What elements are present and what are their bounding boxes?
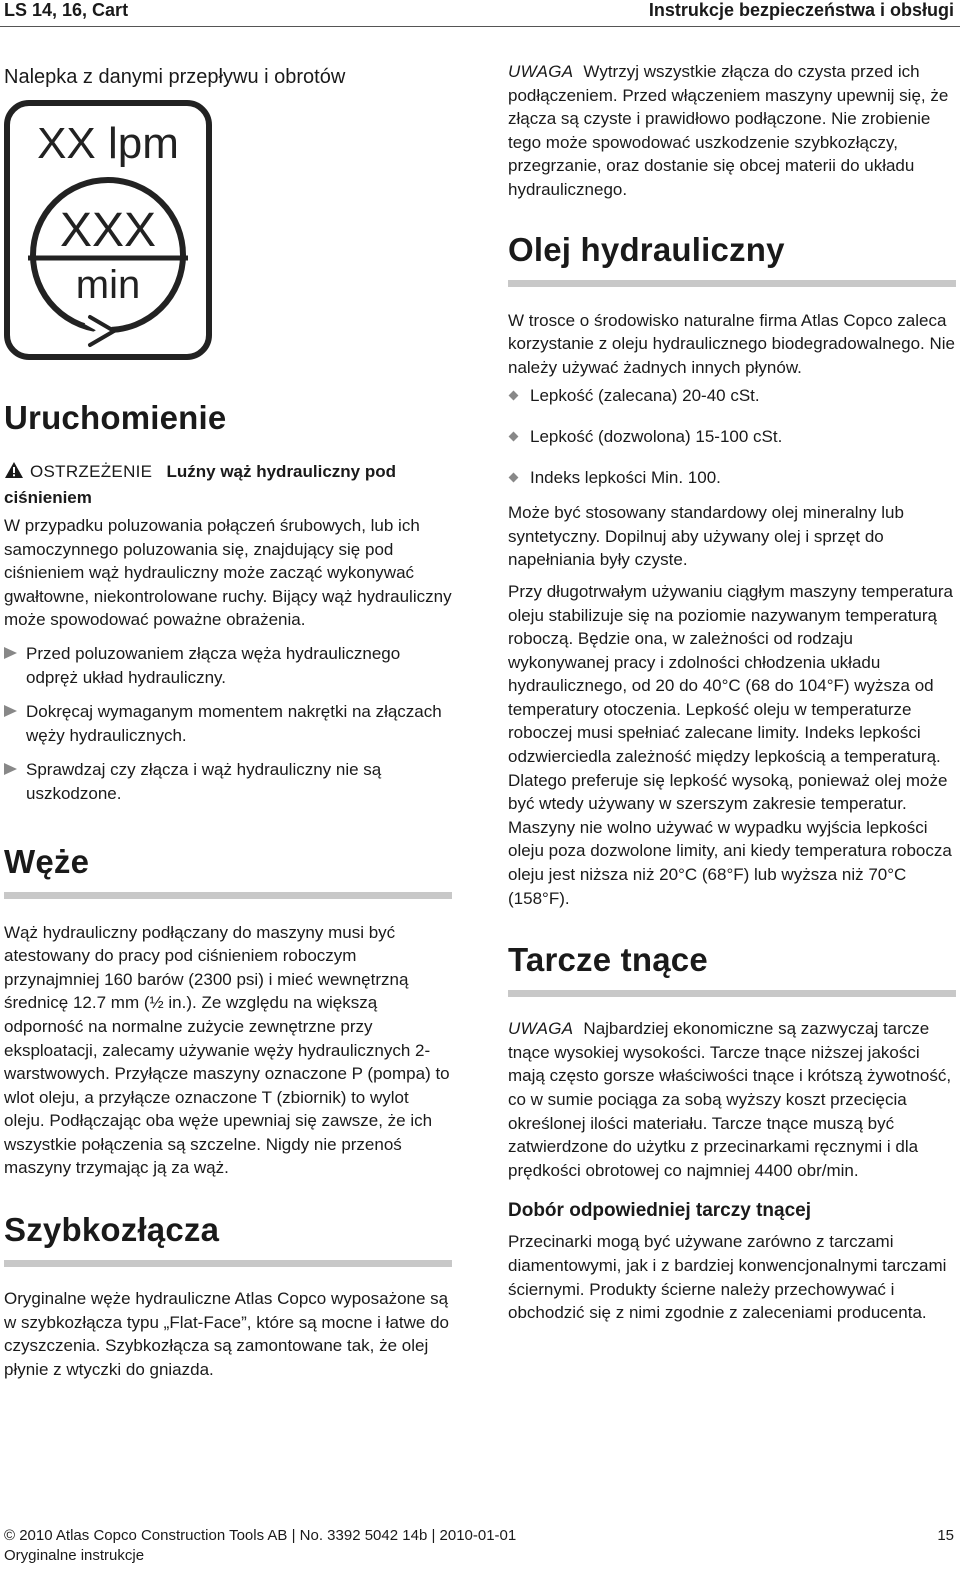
oil-rule	[508, 280, 956, 287]
blades-rule	[508, 990, 956, 997]
footer-original: Oryginalne instrukcje	[4, 1547, 145, 1564]
oil-intro: W trosce o środowisko naturalne firma Atlas Copco zaleca korzystanie z oleju hydraulicznego biodegradowalnego. Nie należy używać żadnych innych płynów.	[508, 310, 955, 377]
couplings-title: Szybkozłącza	[4, 1211, 220, 1249]
arrow-bullet-icon	[4, 763, 17, 775]
diamond-bullet-icon	[509, 472, 519, 482]
list-item: Dokręcaj wymaganym momentem nakrętki na złączach węży hydraulicznych.	[4, 700, 452, 747]
right-column	[508, 60, 956, 1325]
blades-title: Tarcze tnące	[508, 941, 708, 979]
page-footer	[4, 1526, 956, 1566]
blades-note: UWAGA Najbardziej ekonomiczne są zazwyczaj tarcze tnące wysokiej wysokości. Tarcze tnące niższej jakości mają często gorsze właściwości tnące i krótszą żywotność, co w sumie pociąga za sobą wyższy koszt przecięcia określonej ilości materiału. Tarcze tnące muszą być zatwierdzone do użytku z przecinarkami ręcznymi i dla prędkości obrotowej co najmniej 4400 obr/min.	[508, 1019, 952, 1180]
header-model: LS 14, 16, Cart	[4, 0, 129, 20]
warning-keyword: OSTRZEŻENIE	[30, 462, 153, 481]
list-item: Sprawdzaj czy złącza i wąż hydrauliczny nie są uszkodzone.	[4, 758, 452, 805]
flow-rate-label-graphic	[4, 100, 212, 360]
warning-body: W przypadku poluzowania połączeń śrubowych, lub ich samoczynnego poluzowania się, znajdujący się pod ciśnieniem wąż hydrauliczny może zacząć wykonywać gwałtowne, niekontrolowane ruchy. Bijący wąż hydrauliczny może spowodować poważne obrażenia.	[4, 516, 452, 630]
warning-title-line2: ciśnieniem	[4, 488, 92, 507]
page-header	[0, 0, 960, 30]
warning-triangle-icon	[4, 461, 24, 486]
startup-title: Uruchomienie	[4, 399, 227, 436]
list-item: Przed poluzowaniem złącza węża hydraulicznego odpręż układ hydrauliczny.	[4, 642, 452, 689]
hoses-body: Wąż hydrauliczny podłączany do maszyny musi być atestowany do pracy pod ciśnieniem roboczym przynajmniej 160 barów (2300 psi) i mieć wewnętrzną średnicę 12.7 mm (½ in.). Ze względu na większą odporność na normalne zużycie zewnętrzne przy eksploatacji, zalecamy używanie węży hydraulicznych 2-warstwowych. Przyłącze maszyny oznaczone P (pompa) to wlot oleju, a przyłącze oznaczone T (zbiornik) to wylot oleju. Podłączając oba węże upewniaj się zawsze, że ich wszystkie połączenia są szczelne. Nigdy nie przenoś maszyny trzymając ją za wąż.	[4, 922, 450, 1178]
oil-paragraph-2: Przy długotrwałym używaniu ciągłym maszyny temperatura oleju stabilizuje się na poziomie nazywanym temperaturą roboczą. Będzie ona, w zależności od rodzaju wykonywanej pracy i zdolności chłodzenia układu hydraulicznego, od 20 do 40°C (68 do 104°F) wyższa od temperatury otoczenia. Lepkość oleju w temperaturze roboczej musi spełniać zalecane limity. Indeks lepkości odzwierciedla zależność między lepkością a temperaturą. Dlatego preferuje się lepkość wysoką, ponieważ olej może być wtedy używany w szerszym zakresie temperatur. Maszyny nie wolno używać w wypadku wyjścia lepkości oleju poza dozwolone limity, ani kiedy temperatura robocza oleju jest niższa niż 20°C (68°F) lub wyższa niż 70°C (158°F).	[508, 581, 953, 908]
footer-copyright: © 2010 Atlas Copco Construction Tools AB | No. 3392 5042 14b | 2010-01-01	[4, 1527, 517, 1544]
flow-label-rpm: XXX	[59, 204, 157, 257]
startup-steps	[4, 642, 452, 806]
couplings-body: Oryginalne węże hydrauliczne Atlas Copco wyposażone są w szybkozłącza typu „Flat-Face”, które są mocne i łatwe do czyszczenia. Szybkozłącza są zamontowane tak, że olej płynie z wtyczki do gniazda.	[4, 1289, 449, 1379]
flow-rate-label-icon	[4, 100, 212, 360]
blades-sub-text: Przecinarki mogą być używane zarówno z tarczami diamentowymi, jak i z bardziej konwencjonalnymi tarczami ściernymi. Produkty ścierne należy przechowywać i obchodzić się z nimi zgodnie z zaleceniami producenta.	[508, 1232, 947, 1323]
couplings-rule	[4, 1260, 452, 1267]
flow-label-lpm: XX lpm	[37, 119, 179, 168]
header-section-title: Instrukcje bezpieczeństwa i obsługi	[648, 0, 954, 20]
oil-paragraph-1: Może być stosowany standardowy olej mineralny lub syntetyczny. Dopilnuj aby używany olej i sprzęt do napełniania były czyste.	[508, 503, 904, 570]
oil-specs	[508, 384, 956, 489]
list-item: Indeks lepkości Min. 100.	[508, 466, 956, 490]
note-keyword: UWAGA	[508, 1019, 574, 1039]
diamond-bullet-icon	[509, 431, 519, 441]
header-rule	[0, 26, 960, 27]
oil-title: Olej hydrauliczny	[508, 230, 785, 268]
blades-subtitle: Dobór odpowiedniej tarczy tnącej	[508, 1200, 811, 1222]
hoses-rule	[4, 892, 452, 899]
startup-warning	[4, 460, 452, 632]
flow-label-unit: min	[75, 263, 141, 307]
note-keyword: UWAGA	[508, 62, 574, 81]
couplings-note: UWAGA Wytrzyj wszystkie złącza do czysta przed ich podłączeniem. Przed włączeniem maszyny upewnij się, że złącza są czyste i prawidłowo podłączone. Nie zrobienie tego może spowodować uszkodzenie szybkozłączy, przegrzanie, oraz dostanie się obcej materii do układu hydraulicznego.	[508, 62, 949, 199]
flow-label-title: Nalepka z danymi przepływu i obrotów	[4, 66, 346, 88]
diamond-bullet-icon	[509, 391, 519, 401]
page-number: 15	[937, 1527, 954, 1544]
arrow-bullet-icon	[4, 705, 17, 717]
hoses-title: Węże	[4, 842, 90, 880]
left-column	[4, 60, 452, 1381]
list-item: Lepkość (dozwolona) 15-100 cSt.	[508, 425, 956, 449]
list-item: Lepkość (zalecana) 20-40 cSt.	[508, 384, 956, 408]
arrow-bullet-icon	[4, 647, 17, 659]
warning-title-line1: Luźny wąż hydrauliczny pod	[166, 462, 397, 481]
